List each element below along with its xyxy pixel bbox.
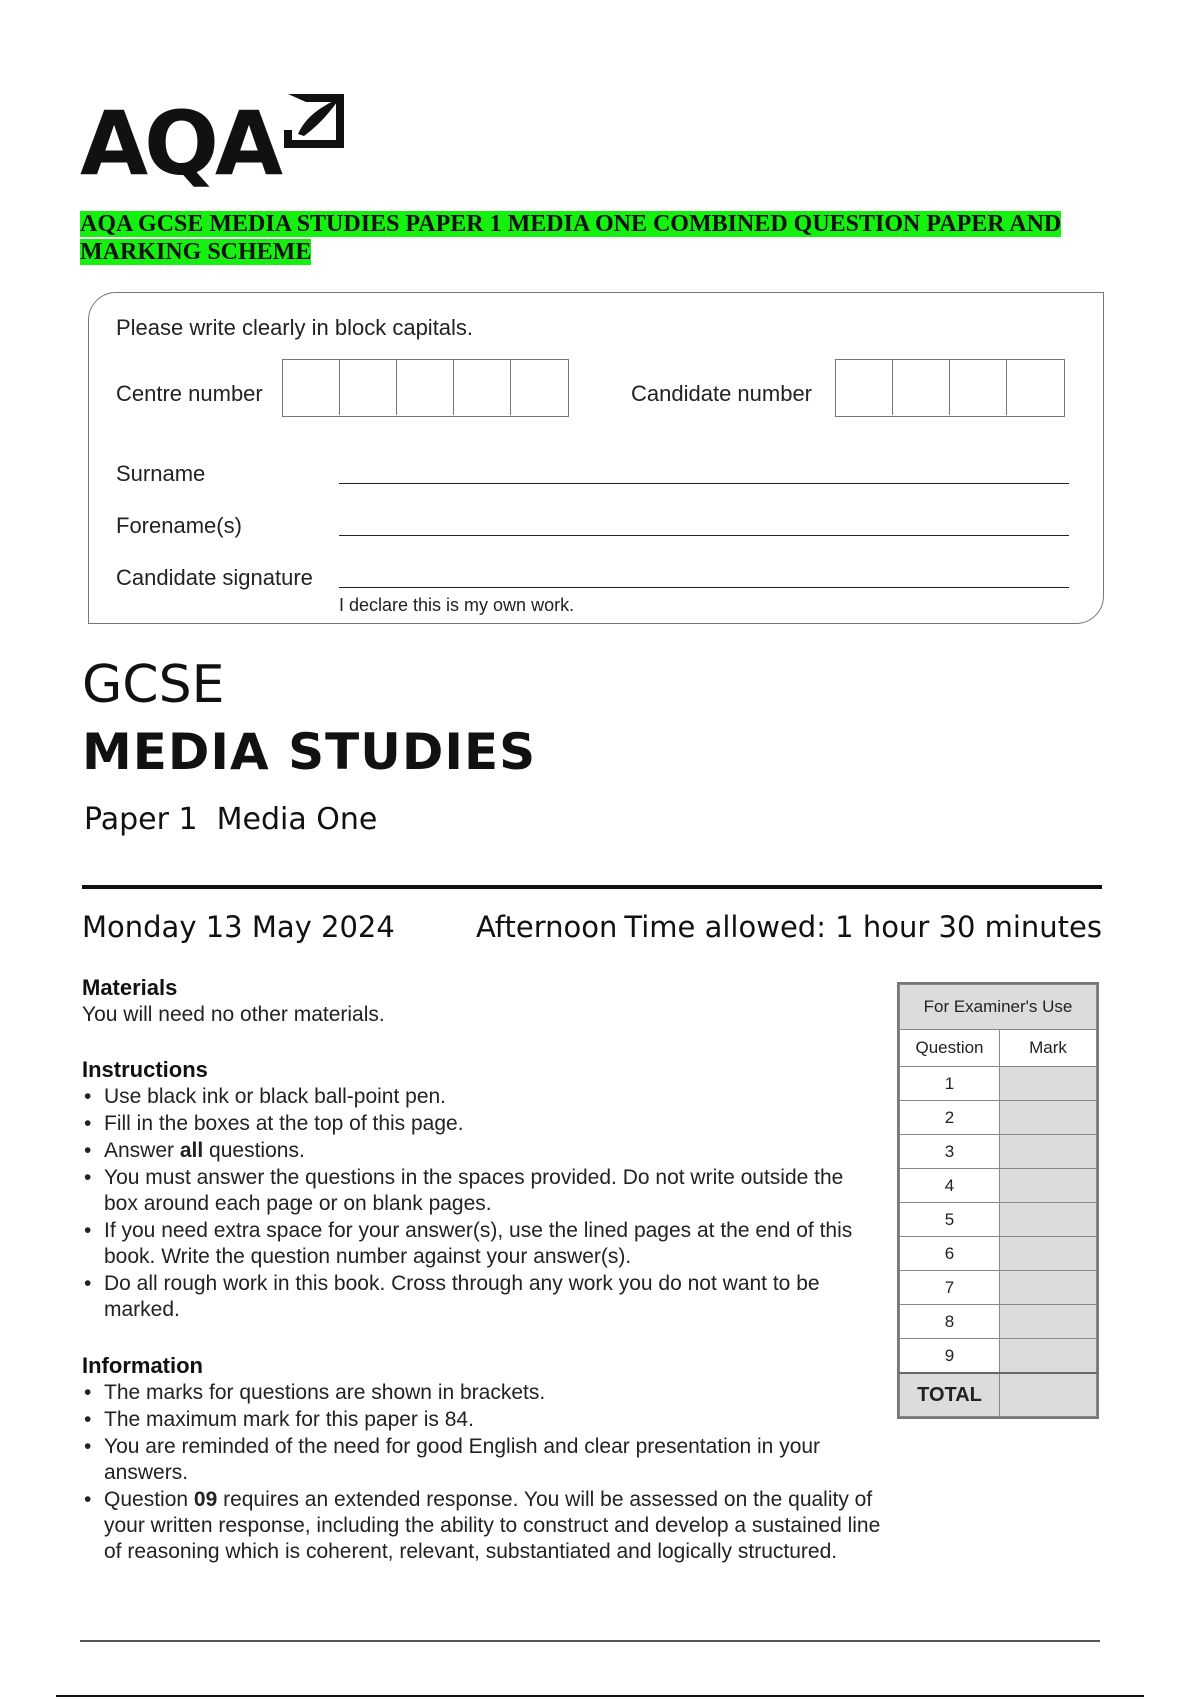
question-number: 1 [900,1067,1000,1101]
total-mark-cell[interactable] [1000,1373,1097,1417]
materials-heading: Materials [82,975,178,1000]
candidate-digit-box[interactable] [1007,360,1064,415]
exam-date: Monday 13 May 2024 [82,910,395,944]
information-heading: Information [82,1353,203,1378]
candidate-number-label: Candidate number [631,381,813,406]
aqa-mark-icon [280,90,350,152]
information-item: • The maximum mark for this paper is 84. [82,1407,892,1433]
centre-digit-box[interactable] [454,360,511,415]
centre-digit-box[interactable] [283,360,340,415]
centre-digit-box[interactable] [340,360,397,415]
signature-label: Candidate signature [116,565,313,590]
question-number: 3 [900,1135,1000,1169]
question-number: 5 [900,1203,1000,1237]
information-item: • Question 09 requires an extended response. You will be assessed on the quality of your written response, including the ability to construct and develop a sustained line of reasoning which is coherent, relevant, substantiated and logically structured. [82,1487,892,1565]
aqa-logo-text: AQA [80,92,280,195]
information-item: • The marks for questions are shown in brackets. [82,1380,892,1406]
instruction-item: • You must answer the questions in the spaces provided. Do not write outside the box around each page or on blank pages. [82,1165,882,1217]
question-number: 4 [900,1169,1000,1203]
instructions-heading: Instructions [82,1057,208,1082]
subject-title: MEDIA STUDIES [82,723,537,781]
signature-line[interactable] [339,587,1069,588]
paper-title: Paper 1 Media One [84,802,378,837]
candidate-details-box [88,292,1104,624]
question-number: 2 [900,1101,1000,1135]
surname-label: Surname [116,461,206,486]
mark-cell[interactable] [1000,1339,1097,1374]
time-allowed: Time allowed: 1 hour 30 minutes [624,910,1102,944]
centre-number-boxes[interactable] [282,359,569,417]
instruction-item: • If you need extra space for your answer(s), use the lined pages at the end of this book. Write the question number against your answer(s). [82,1218,882,1270]
mark-cell[interactable] [1000,1203,1097,1237]
question-number: 9 [900,1339,1000,1374]
page-bottom-rule [56,1695,1144,1697]
title-divider [82,885,1102,889]
candidate-digit-box[interactable] [836,360,893,415]
information-item: • You are reminded of the need for good English and clear presentation in your answers. [82,1434,892,1486]
question-column-header: Question [900,1030,1000,1067]
surname-line[interactable] [339,483,1069,484]
centre-digit-box[interactable] [511,360,568,415]
instruction-item: • Answer all questions. [82,1138,882,1164]
instruction-item: • Use black ink or black ball-point pen. [82,1084,882,1110]
question-number: 8 [900,1305,1000,1339]
candidate-number-boxes[interactable] [835,359,1065,417]
forenames-line[interactable] [339,535,1069,536]
instruction-item: • Fill in the boxes at the top of this page. [82,1111,882,1137]
examiner-use-table [897,982,1099,1419]
mark-cell[interactable] [1000,1237,1097,1271]
mark-cell[interactable] [1000,1067,1097,1101]
exam-session: Afternoon [476,910,618,944]
question-number: 6 [900,1237,1000,1271]
header-banner-text: AQA GCSE MEDIA STUDIES PAPER 1 MEDIA ONE COMBINED QUESTION PAPER AND MARKING SCHEME [80,211,1062,265]
mark-column-header: Mark [1000,1030,1097,1067]
materials-text: You will need no other materials. [82,1003,385,1026]
aqa-logo [80,88,350,195]
candidate-digit-box[interactable] [893,360,950,415]
declaration-text: I declare this is my own work. [339,595,575,615]
block-capitals-instruction: Please write clearly in block capitals. [116,315,474,340]
total-label: TOTAL [900,1373,1000,1417]
qualification-title: GCSE [82,655,225,715]
question-number: 7 [900,1271,1000,1305]
mark-cell[interactable] [1000,1305,1097,1339]
footer-divider [80,1640,1100,1642]
instructions-list [82,1084,882,1324]
forenames-label: Forename(s) [116,513,242,538]
mark-cell[interactable] [1000,1271,1097,1305]
mark-cell[interactable] [1000,1169,1097,1203]
mark-cell[interactable] [1000,1101,1097,1135]
information-list [82,1380,892,1566]
header-banner [80,210,1090,266]
mark-cell[interactable] [1000,1135,1097,1169]
candidate-digit-box[interactable] [950,360,1007,415]
instruction-item: • Do all rough work in this book. Cross through any work you do not want to be marked. [82,1271,882,1323]
centre-digit-box[interactable] [397,360,454,415]
examiner-table-heading: For Examiner's Use [900,985,1097,1030]
centre-number-label: Centre number [116,381,263,406]
